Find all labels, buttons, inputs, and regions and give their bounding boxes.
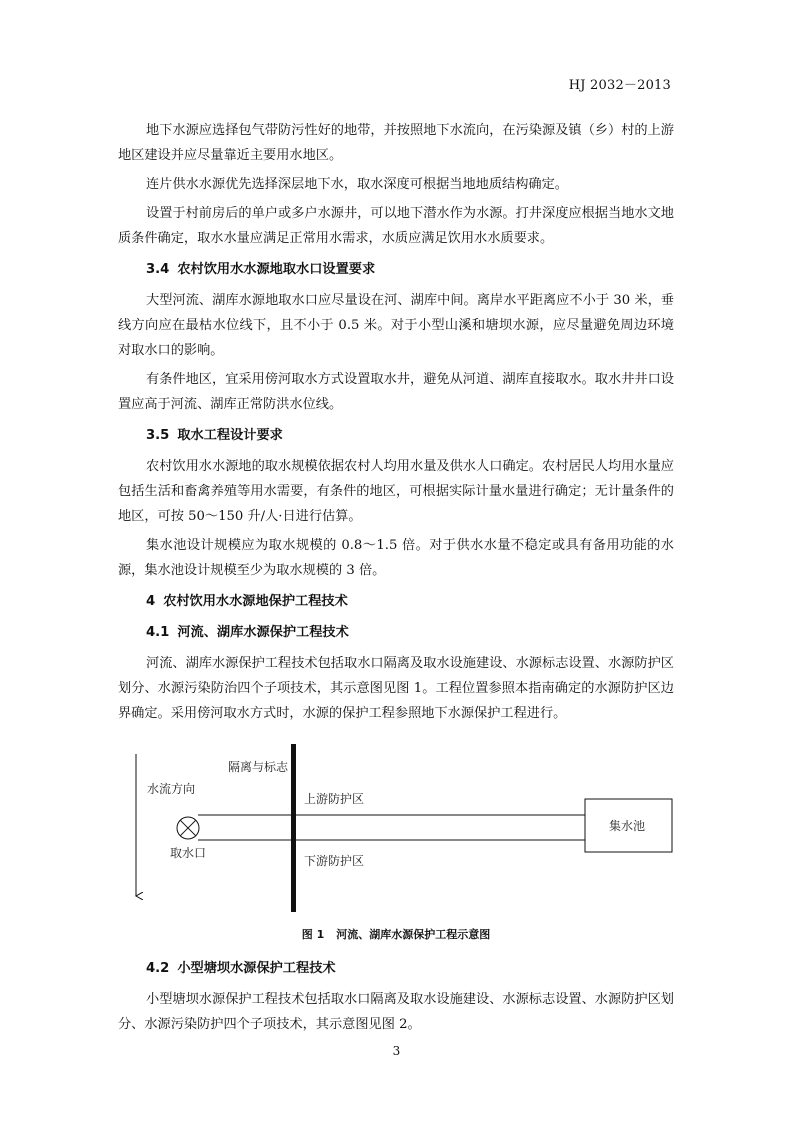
section-number: 4 [146, 594, 156, 609]
isolation-label: 隔离与标志 [228, 760, 289, 774]
paragraph: 大型河流、湖库水源地取水口应尽量设在河、湖库中间。离岸水平距离应不小于 30 米，垂线方向应在最枯水位线下，且不小于 0.5 米。对于小型山溪和塘坝水源，应尽量避免周边环境对取水口的影响。 [118, 293, 674, 358]
section-heading-4-2 [146, 956, 674, 981]
paragraph: 连片供水水源优先选择深层地下水，取水深度可根据当地地质结构确定。 [146, 177, 568, 192]
section-title: 农村饮用水水源地保护工程技术 [163, 594, 348, 609]
section-title: 农村饮用水水源地取水口设置要求 [177, 262, 376, 277]
paragraph: 农村饮用水水源地的取水规模依据农村人均用水量及供水人口确定。农村居民人均用水量应包括生活和畜禽养殖等用水需要，有条件的地区，可根据实际计量水量进行确定；无计量条件的地区，可按 50～150 升/人·日进行估算。 [118, 459, 674, 524]
section-title: 小型塘坝水源保护工程技术 [177, 961, 336, 976]
downstream-zone-label: 下游防护区 [304, 854, 365, 868]
paragraph: 河流、湖库水源保护工程技术包括取水口隔离及取水设施建设、水源标志设置、水源防护区划分、水源污染防治四个子项技术，其示意图见图 1。工程位置参照本指南确定的水源防护区边界确定。采用傍河取水方式时，水源的保护工程参照地下水源保护工程进行。 [118, 656, 674, 721]
paragraph: 小型塘坝水源保护工程技术包括取水口隔离及取水设施建设、水源标志设置、水源防护区划分、水源污染防护四个子项技术，其示意图见图 2。 [118, 992, 674, 1032]
paragraph: 地下水源应选择包气带防污性好的地带，并按照地下水流向，在污染源及镇（乡）村的上游地区建设并应尽量靠近主要用水地区。 [118, 123, 674, 163]
collection-pool-label: 集水池 [609, 819, 646, 833]
diagram-svg [118, 744, 674, 920]
figure-number: 图 1 [301, 928, 325, 941]
upstream-zone-label: 上游防护区 [304, 792, 365, 806]
flow-direction-label: 水流方向 [147, 782, 196, 796]
section-number: 3.4 [146, 262, 170, 277]
page-number: 3 [392, 1044, 401, 1058]
section-number: 4.1 [146, 625, 170, 640]
intake-label: 取水口 [170, 846, 207, 860]
section-heading-3-4 [146, 257, 674, 282]
figure-1-diagram [118, 744, 674, 920]
figure-1-caption [118, 926, 674, 942]
section-heading-4 [146, 589, 674, 614]
paragraph: 设置于村前房后的单户或多户水源井，可以地下潜水作为水源。打井深度应根据当地水文地质条件确定，取水水量应满足正常用水需求，水质应满足饮用水水质要求。 [118, 206, 674, 246]
standard-code: HJ 2032－2013 [568, 78, 671, 93]
section-heading-4-1 [146, 620, 674, 645]
figure-title: 河流、湖库水源保护工程示意图 [336, 928, 491, 941]
paragraph: 集水池设计规模应为取水规模的 0.8～1.5 倍。对于供水水量不稳定或具有备用功能的水源，集水池设计规模至少为取水规模的 3 倍。 [118, 538, 674, 578]
section-title: 取水工程设计要求 [177, 428, 283, 443]
paragraph: 有条件地区，宜采用傍河取水方式设置取水井，避免从河道、湖库直接取水。取水井井口设置应高于河流、湖库正常防洪水位线。 [118, 372, 674, 412]
section-title: 河流、湖库水源保护工程技术 [177, 625, 349, 640]
section-number: 3.5 [146, 428, 170, 443]
section-heading-3-5 [146, 423, 674, 448]
document-body [118, 118, 674, 1041]
section-number: 4.2 [146, 961, 170, 976]
isolation-barrier [291, 744, 296, 912]
